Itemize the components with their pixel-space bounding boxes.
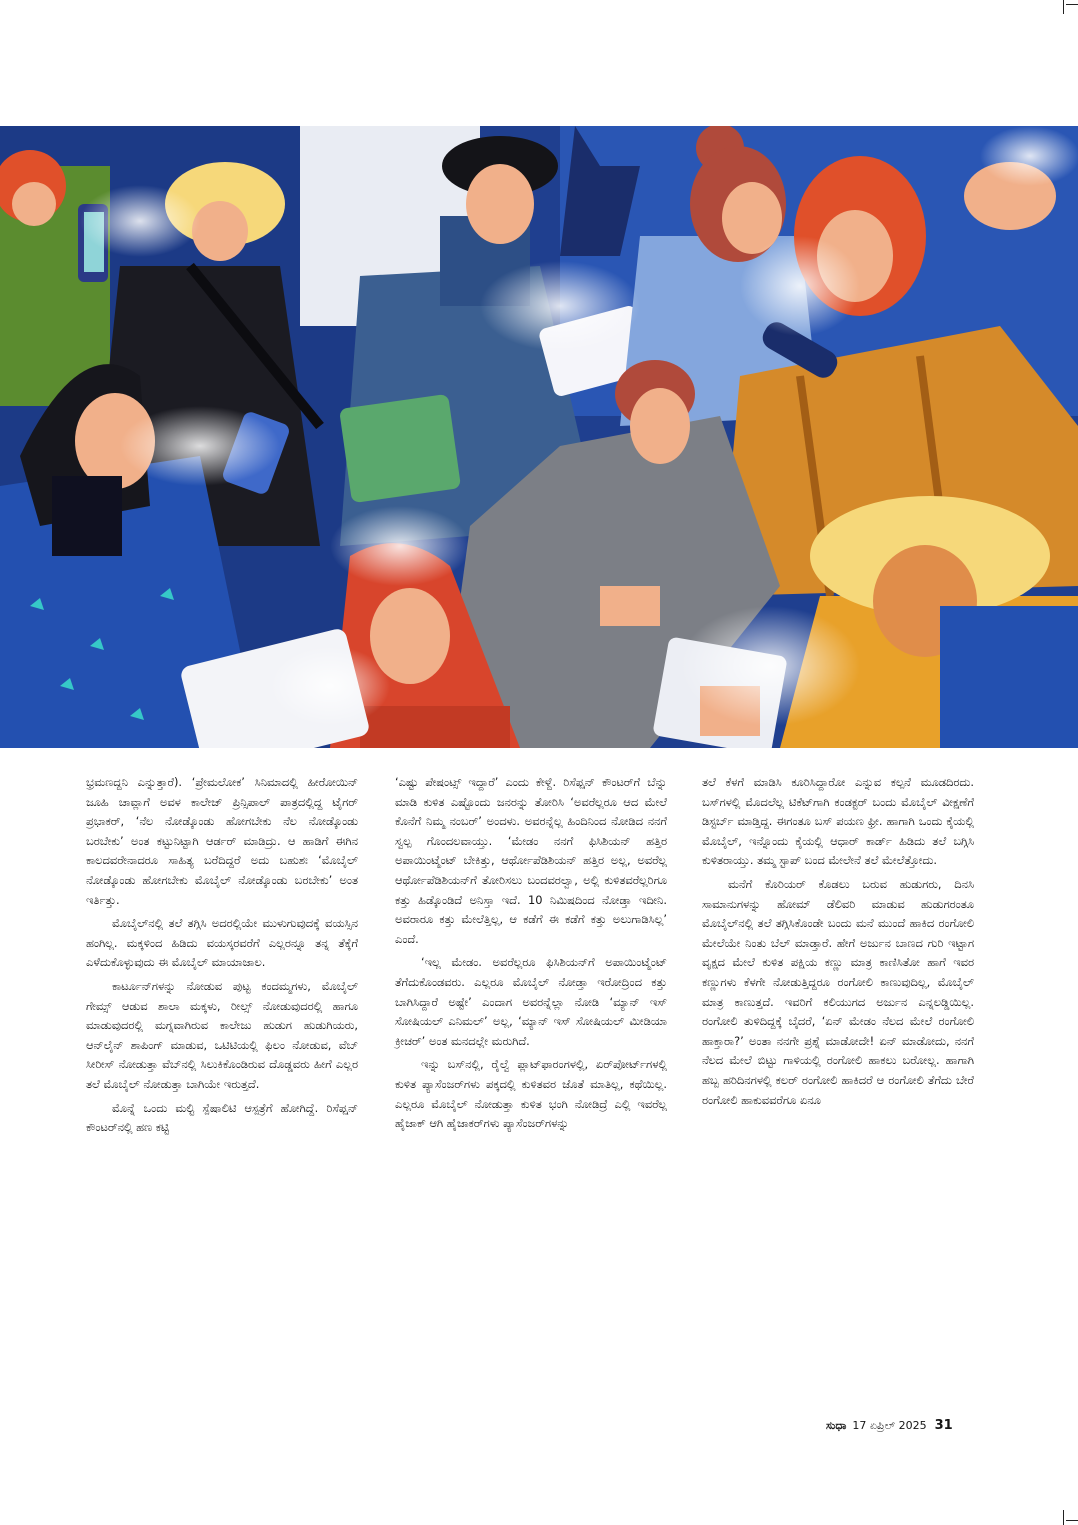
article-body: [0, 773, 1078, 1413]
article-column-1: [86, 773, 358, 1142]
paragraph: ಮೊನ್ನೆ ಒಂದು ಮಲ್ಟಿ ಸ್ಪೆಷಾಲಿಟಿ ಆಸ್ಪತ್ರೆಗೆ ಹೋಗಿದ್ದೆ. ರಿಸೆಪ್ಷನ್ ಕೌಂಟರ್‌ನಲ್ಲಿ ಹಣ ಕಟ್ಟಿ: [86, 1100, 358, 1135]
page-number: 31: [934, 1418, 953, 1433]
magazine-name: ಸುಧಾ: [826, 1419, 847, 1432]
crop-mark: [1066, 4, 1078, 5]
issue-date: 17 ಏಪ್ರಿಲ್ 2025: [852, 1419, 927, 1432]
article-column-3: [702, 773, 974, 1114]
crop-mark: [1063, 1510, 1064, 1525]
article-column-2: [395, 773, 667, 1138]
page-footer: [826, 1418, 986, 1438]
paragraph: ಮೊಬೈಲ್‌ನಲ್ಲಿ ತಲೆ ತಗ್ಗಿಸಿ ಅದರಲ್ಲಿಯೇ ಮುಳುಗುವುದಕ್ಕೆ ವಯಸ್ಸಿನ ಹಂಗಿಲ್ಲ. ಮಕ್ಕಳಿಂದ ಹಿಡಿದು ವಯಸ್ಕರವರೆಗೆ ಎಲ್ಲರನ್ನೂ ತನ್ನ ತೆಕ್ಕೆಗೆ ಎಳೆದುಕೊಳ್ಳುವುದು ಈ ಮೊಬೈಲ್ ಮಾಯಾಜಾಲ.: [86, 916, 358, 970]
paragraph: ಕಾರ್ಟೂನ್‌ಗಳನ್ನು ನೋಡುವ ಪುಟ್ಟ ಕಂದಮ್ಮಗಳು, ಮೊಬೈಲ್ ಗೇಮ್ಸ್ ಆಡುವ ಶಾಲಾ ಮಕ್ಕಳು, ರೀಲ್ಸ್ ನೋಡುವುದರಲ್ಲಿ ಹಾಗೂ ಮಾಡುವುದರಲ್ಲಿ ಮಗ್ನವಾಗಿರುವ ಕಾಲೇಜು ಹುಡುಗ ಹುಡುಗಿಯರು, ಆನ್‌ಲೈನ್ ಶಾಪಿಂಗ್ ಮಾಡುವ, ಒಟಿಟಿಯಲ್ಲಿ ಫಿಲಂ ನೋಡುವ, ವೆಬ್ ಸೀರೀಸ್ ನೋಡುತ್ತಾ ವೆಬ್‌ನಲ್ಲಿ ಸಿಲುಕಿಕೊಂಡಿರುವ ದೊಡ್ಡವರು ಹೀಗೆ ಎಲ್ಲರ ತಲೆ ಮೊಬೈಲ್ ನೋಡುತ್ತಾ ಬಾಗಿಯೇ ಇರುತ್ತದೆ.: [86, 978, 358, 1091]
paragraph: ಮನೆಗೆ ಕೊರಿಯರ್ ಕೊಡಲು ಬರುವ ಹುಡುಗರು, ದಿನಸಿ ಸಾಮಾನುಗಳನ್ನು ಹೋಮ್ ಡೆಲಿವರಿ ಮಾಡುವ ಹುಡುಗರಂತೂ ಮೊಬೈಲ್‌ನಲ್ಲಿ ತಲೆ ತಗ್ಗಿಸಿಕೊಂಡೇ ಬಂದು ಮನೆ ಮುಂದೆ ಹಾಕಿದ ರಂಗೋಲಿ ಮೇಲೆಯೇ ನಿಂತು ಬೆಲ್ ಮಾಡ್ತಾರೆ. ಹೇಗೆ ಅರ್ಜುನ ಬಾಣದ ಗುರಿ ಇಟ್ಟಾಗ ವೃಕ್ಷದ ಮೇಲೆ ಕುಳಿತ ಪಕ್ಷಿಯ ಕಣ್ಣು ಮಾತ್ರ ಕಾಣಿಸಿತೋ ಹಾಗೆ ಇವರ ಕಣ್ಣುಗಳು ಕೆಳಗೇ ನೋಡುತ್ತಿದ್ದರೂ ರಂಗೋಲಿ ಕಾಣುವುದಿಲ್ಲ, ಮೊಬೈಲ್ ಮಾತ್ರ ಕಾಣುತ್ತದೆ. ಇವರಿಗೆ ಕಲಿಯುಗದ ಅರ್ಜುನ ಎನ್ನಲಡ್ಡಿಯಿಲ್ಲ. ರಂಗೋಲಿ ತುಳಿದಿದ್ದಕ್ಕೆ ಬೈದರೆ, ‘ಏನ್ ಮೇಡಂ ನೆಲದ ಮೇಲೆ ರಂಗೋಲಿ ಹಾಕ್ತಾರಾ?’ ಅಂತಾ ನನಗೇ ಪ್ರಶ್ನೆ ಮಾಡೋದೇ! ಏನ್ ಮಾಡೋದು, ನನಗೆ ನೆಲದ ಮೇಲೆ ಬಿಟ್ಟು ಗಾಳಿಯಲ್ಲಿ ರಂಗೋಲಿ ಹಾಕಲು ಬರೋಲ್ಲ. ಹಾಗಾಗಿ ಹಬ್ಬ ಹರಿದಿನಗಳಲ್ಲಿ ಕಲರ್ ರಂಗೋಲಿ ಹಾಕಿದರೆ ಆ ರಂಗೋಲಿ ತೆಗೆದು ಬೇರೆ ರಂಗೋಲಿ ಹಾಕುವವರೆಗೂ ಏನೂ: [702, 876, 974, 1107]
paragraph: ‘ಎಷ್ಟು ಪೇಷಂಟ್ಸ್ ಇದ್ದಾರೆ’ ಎಂದು ಕೇಳ್ದೆ. ರಿಸೆಪ್ಷನ್ ಕೌಂಟರ್‌ಗೆ ಬೆನ್ನು ಮಾಡಿ ಕುಳಿತ ಎಷ್ಟೊಂದು ಜನರನ್ನು ತೋರಿಸಿ ‘ಅವರೆಲ್ಲರೂ ಆದ ಮೇಲೆ ಕೊನೆಗೆ ನಿಮ್ಮ ನಂಬರ್’ ಅಂದಳು. ಅವರನ್ನೆಲ್ಲ ಹಿಂದಿನಿಂದ ನೋಡಿದ ನನಗೆ ಸ್ವಲ್ಪ ಗೊಂದಲವಾಯ್ತು. ‘ಮೇಡಂ ನನಗೆ ಫಿಸಿಶಿಯನ್ ಹತ್ತಿರ ಅಪಾಯಿಂಟ್ಮೆಂಟ್ ಬೇಕಿತ್ತು, ಆರ್ಥೋಪೆಡಿಶಿಯನ್ ಹತ್ತಿರ ಅಲ್ಲ, ಅವರೆಲ್ಲ ಆರ್ಥೋಪೆಡಿಶಿಯನ್‌ಗೆ ತೋರಿಸಲು ಬಂದವರಲ್ವಾ, ಅಲ್ಲಿ ಕುಳಿತವರೆಲ್ಲರಿಗೂ ಕತ್ತು ಹಿಡ್ಕೊಂಡಿದೆ ಅನಿಸ್ತಾ ಇದೆ. 10 ನಿಮಿಷದಿಂದ ನೋಡ್ತಾ ಇದೀನಿ. ಅವರಾರೂ ಕತ್ತು ಮೇಲೆತ್ತಿಲ್ಲ, ಆ ಕಡೆಗೆ ಈ ಕಡೆಗೆ ಕತ್ತು ಅಲುಗಾಡಿಸಿಲ್ಲ’ ಎಂದೆ.: [395, 775, 667, 946]
crop-mark: [1063, 0, 1064, 14]
crop-mark: [1066, 1520, 1078, 1521]
paragraph: ಇನ್ನು ಬಸ್‌ನಲ್ಲಿ, ರೈಲ್ವೆ ಪ್ಲಾಟ್‌ಫಾರಂಗಳಲ್ಲಿ, ಏರ್‌ಪೋರ್ಟ್‌ಗಳಲ್ಲಿ ಕುಳಿತ ಪ್ಯಾಸೆಂಜರ್‌ಗಳು ಪಕ್ಕದಲ್ಲಿ ಕುಳಿತವರ ಜೊತೆ ಮಾತಿಲ್ಲ, ಕಥೆಯಿಲ್ಲ. ಎಲ್ಲರೂ ಮೊಬೈಲ್ ನೋಡುತ್ತಾ ಕುಳಿತ ಭಂಗಿ ನೋಡಿದ್ರೆ ಎಲ್ಲಿ ಇವರೆಲ್ಲ ಹೈಜಾಕ್ ಆಗಿ ಹೈಜಾಕರ್‌ಗಳು ಪ್ಯಾಸೆಂಜರ್‌ಗಳನ್ನು: [395, 1057, 667, 1131]
header-illustration: [0, 126, 1078, 748]
paragraph: ‘ಇಲ್ಲ ಮೇಡಂ. ಅವರೆಲ್ಲರೂ ಫಿಸಿಶಿಯನ್‌ಗೆ ಅಪಾಯಿಂಟ್ಮೆಂಟ್ ತೆಗೆದುಕೊಂಡವರು. ಎಲ್ಲರೂ ಮೊಬೈಲ್ ನೋಡ್ತಾ ಇರೋದ್ರಿಂದ ಕತ್ತು ಬಾಗಿಸಿದ್ದಾರೆ ಅಷ್ಟೇ’ ಎಂದಾಗ ಅವರನ್ನೆಲ್ಲಾ ನೋಡಿ ‘ಮ್ಯಾನ್ ಇಸ್ ಸೋಷಿಯಲ್ ಎನಿಮಲ್’ ಅಲ್ಲ, ‘ಮ್ಯಾನ್ ಇಸ್ ಸೋಷಿಯಲ್ ಮೀಡಿಯಾ ಕ್ರೀಚರ್’ ಅಂತ ಮನದಲ್ಲೇ ಮರುಗಿದೆ.: [395, 955, 667, 1048]
paragraph: ತಲೆ ಕೆಳಗೆ ಮಾಡಿಸಿ ಕೂರಿಸಿದ್ದಾರೋ ಎನ್ನುವ ಕಲ್ಪನೆ ಮೂಡದಿರದು. ಬಸ್‌ಗಳಲ್ಲಿ ಮೊದಲೆಲ್ಲ ಟಿಕೆಟ್‌ಗಾಗಿ ಕಂಡಕ್ಟರ್ ಬಂದು ಮೊಬೈಲ್ ವೀಕ್ಷಣೆಗೆ ಡಿಸ್ಟರ್ಬ್ ಮಾಡ್ತಿದ್ದ. ಈಗಂತೂ ಬಸ್ ಪಯಣ ಫ್ರೀ. ಹಾಗಾಗಿ ಒಂದು ಕೈಯಲ್ಲಿ ಮೊಬೈಲ್, ಇನ್ನೊಂದು ಕೈಯಲ್ಲಿ ಆಧಾರ್ ಕಾರ್ಡ್ ಹಿಡಿದು ತಲೆ ಬಗ್ಗಿಸಿ ಕುಳಿತರಾಯ್ತು. ತಮ್ಮ ಸ್ಟಾಪ್ ಬಂದ ಮೇಲೇನೆ ತಲೆ ಮೇಲೆತ್ತೋದು.: [702, 775, 974, 868]
paragraph: ಭ್ರಮಣದ್ದನಿ ಎನ್ನುತ್ತಾರೆ). ‘ಪ್ರೇಮಲೋಕ’ ಸಿನಿಮಾದಲ್ಲಿ ಹೀರೋಯಿನ್ ಜೂಹಿ ಚಾವ್ಲಾಗೆ ಅವಳ ಕಾಲೇಜ್ ಪ್ರಿನ್ಸಿಪಾಲ್ ಪಾತ್ರದಲ್ಲಿದ್ದ ಟೈಗರ್ ಪ್ರಭಾಕರ್, ‘ನೆಲ ನೋಡ್ಕೊಂಡು ಹೋಗಬೇಕು ನೆಲ ನೋಡ್ಕೊಂಡು ಬರಬೇಕು’ ಅಂತ ಕಟ್ಟುನಿಟ್ಟಾಗಿ ಆರ್ಡರ್ ಮಾಡಿದ್ರು. ಆ ಹಾಡಿಗೆ ಈಗಿನ ಕಾಲದವರೇನಾದರೂ ಸಾಹಿತ್ಯ ಬರೆದಿದ್ದರೆ ಅದು ಬಹುಶಃ ‘ಮೊಬೈಲ್ ನೋಡ್ಕೊಂಡು ಹೋಗಬೇಕು ಮೊಬೈಲ್ ನೋಡ್ಕೊಂಡು ಬರಬೇಕು’ ಅಂತ ಇರ್ತಿತ್ತು.: [86, 775, 358, 907]
